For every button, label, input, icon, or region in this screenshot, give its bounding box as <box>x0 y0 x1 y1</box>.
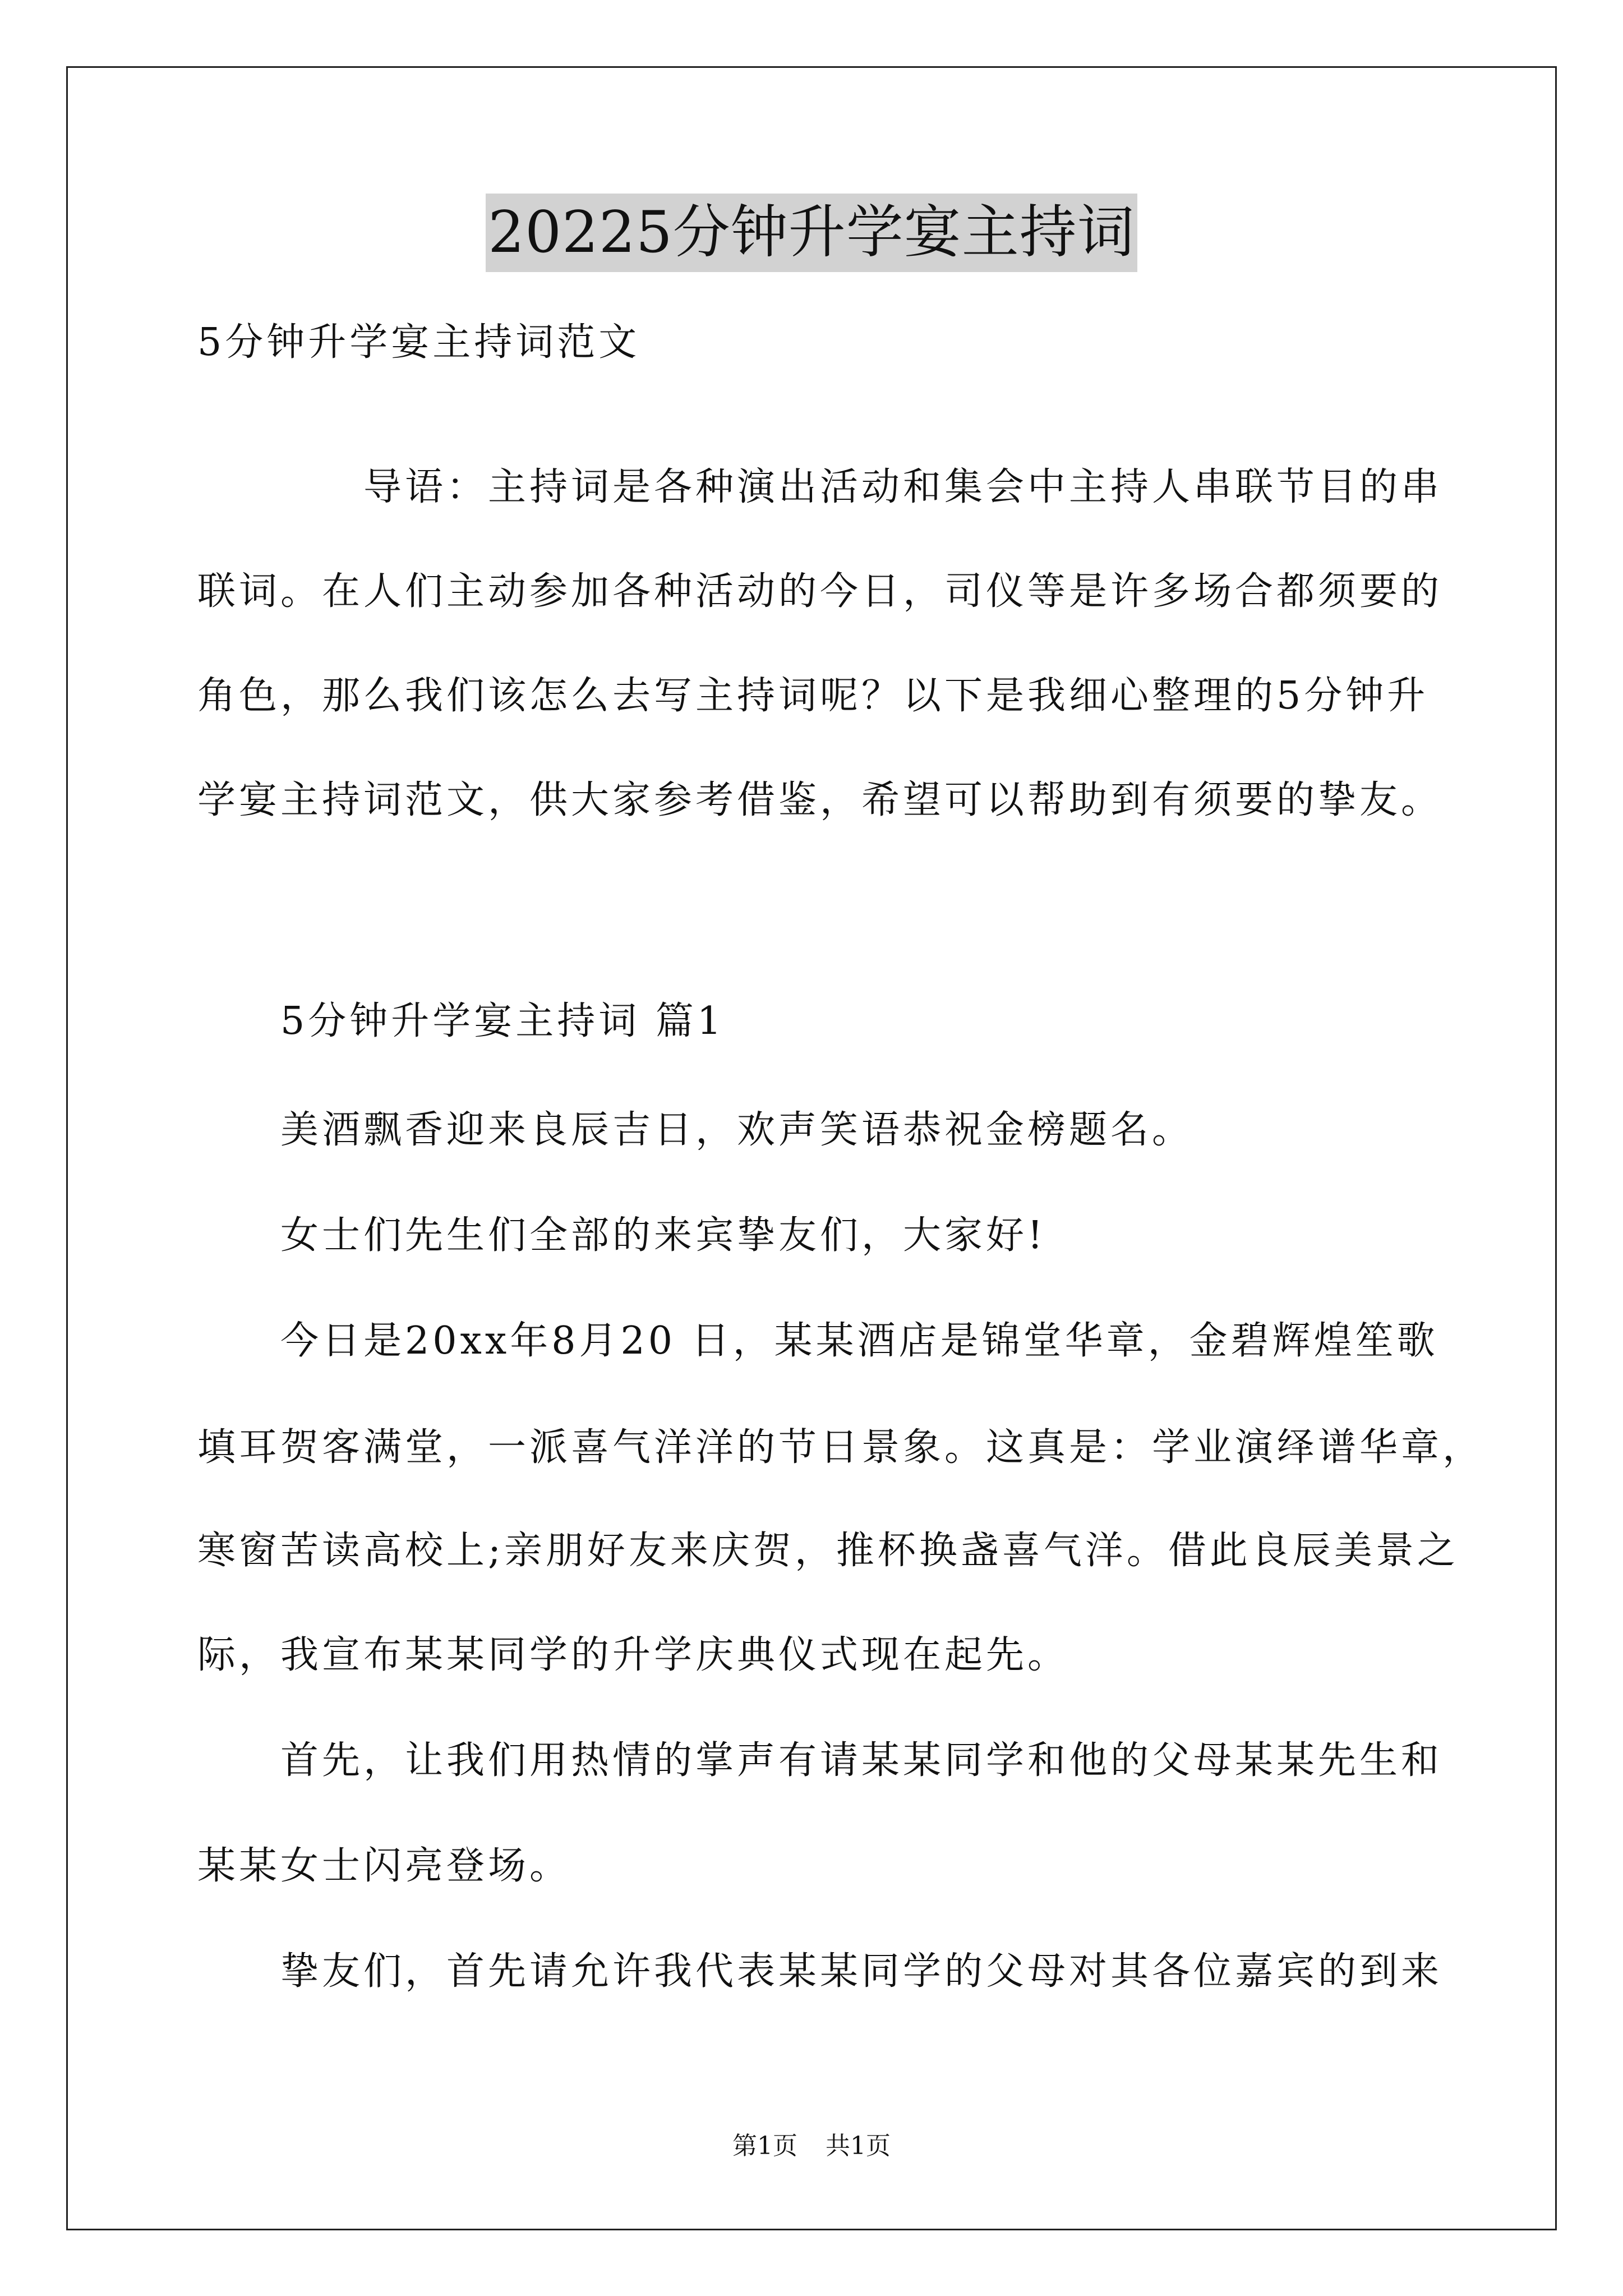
body-line-7: 首先，让我们用热情的掌声有请某某同学和他的父母某某先生和 <box>280 1738 1443 1783</box>
body-line-1: 美酒飘香迎来良辰吉日，欢声笑语恭祝金榜题名。 <box>280 1108 1194 1152</box>
body-line-6: 际，我宣布某某同学的升学庆典仪式现在起先。 <box>197 1633 1069 1677</box>
intro-line-4: 学宴主持词范文，供大家参考借鉴，希望可以帮助到有须要的挚友。 <box>197 778 1443 822</box>
section-heading: 5分钟升学宴主持词 篇1 <box>280 999 725 1043</box>
page-number: 第1页 <box>732 2132 797 2160</box>
document-subtitle: 5分钟升学宴主持词范文 <box>197 320 640 365</box>
body-line-2: 女士们先生们全部的来宾挚友们，大家好! <box>280 1213 1046 1258</box>
intro-line-2: 联词。在人们主动参加各种活动的今日，司仪等是许多场合都须要的 <box>197 569 1443 614</box>
body-line-3: 今日是20xx年8月20 日，某某酒店是锦堂华章，金碧辉煌笙歌 <box>280 1319 1438 1363</box>
body-line-5: 寒窗苦读高校上;亲朋好友来庆贺，推杯换盏喜气洋。借此良辰美景之 <box>197 1529 1459 1573</box>
intro-line-1: 导语：主持词是各种演出活动和集会中主持人串联节目的串 <box>363 465 1443 509</box>
page-footer <box>0 2129 1623 2163</box>
document-title: 20225分钟升学宴主持词 <box>486 194 1137 272</box>
page-total: 共1页 <box>826 2132 891 2160</box>
intro-line-3: 角色，那么我们该怎么去写主持词呢？以下是我细心整理的5分钟升 <box>197 674 1429 718</box>
title-container <box>0 194 1623 272</box>
body-line-8: 某某女士闪亮登场。 <box>197 1844 571 1888</box>
body-line-4: 填耳贺客满堂，一派喜气洋洋的节日景象。这真是：学业演绎谱华章， <box>197 1425 1484 1470</box>
body-line-9: 挚友们，首先请允许我代表某某同学的父母对其各位嘉宾的到来 <box>280 1949 1443 1994</box>
